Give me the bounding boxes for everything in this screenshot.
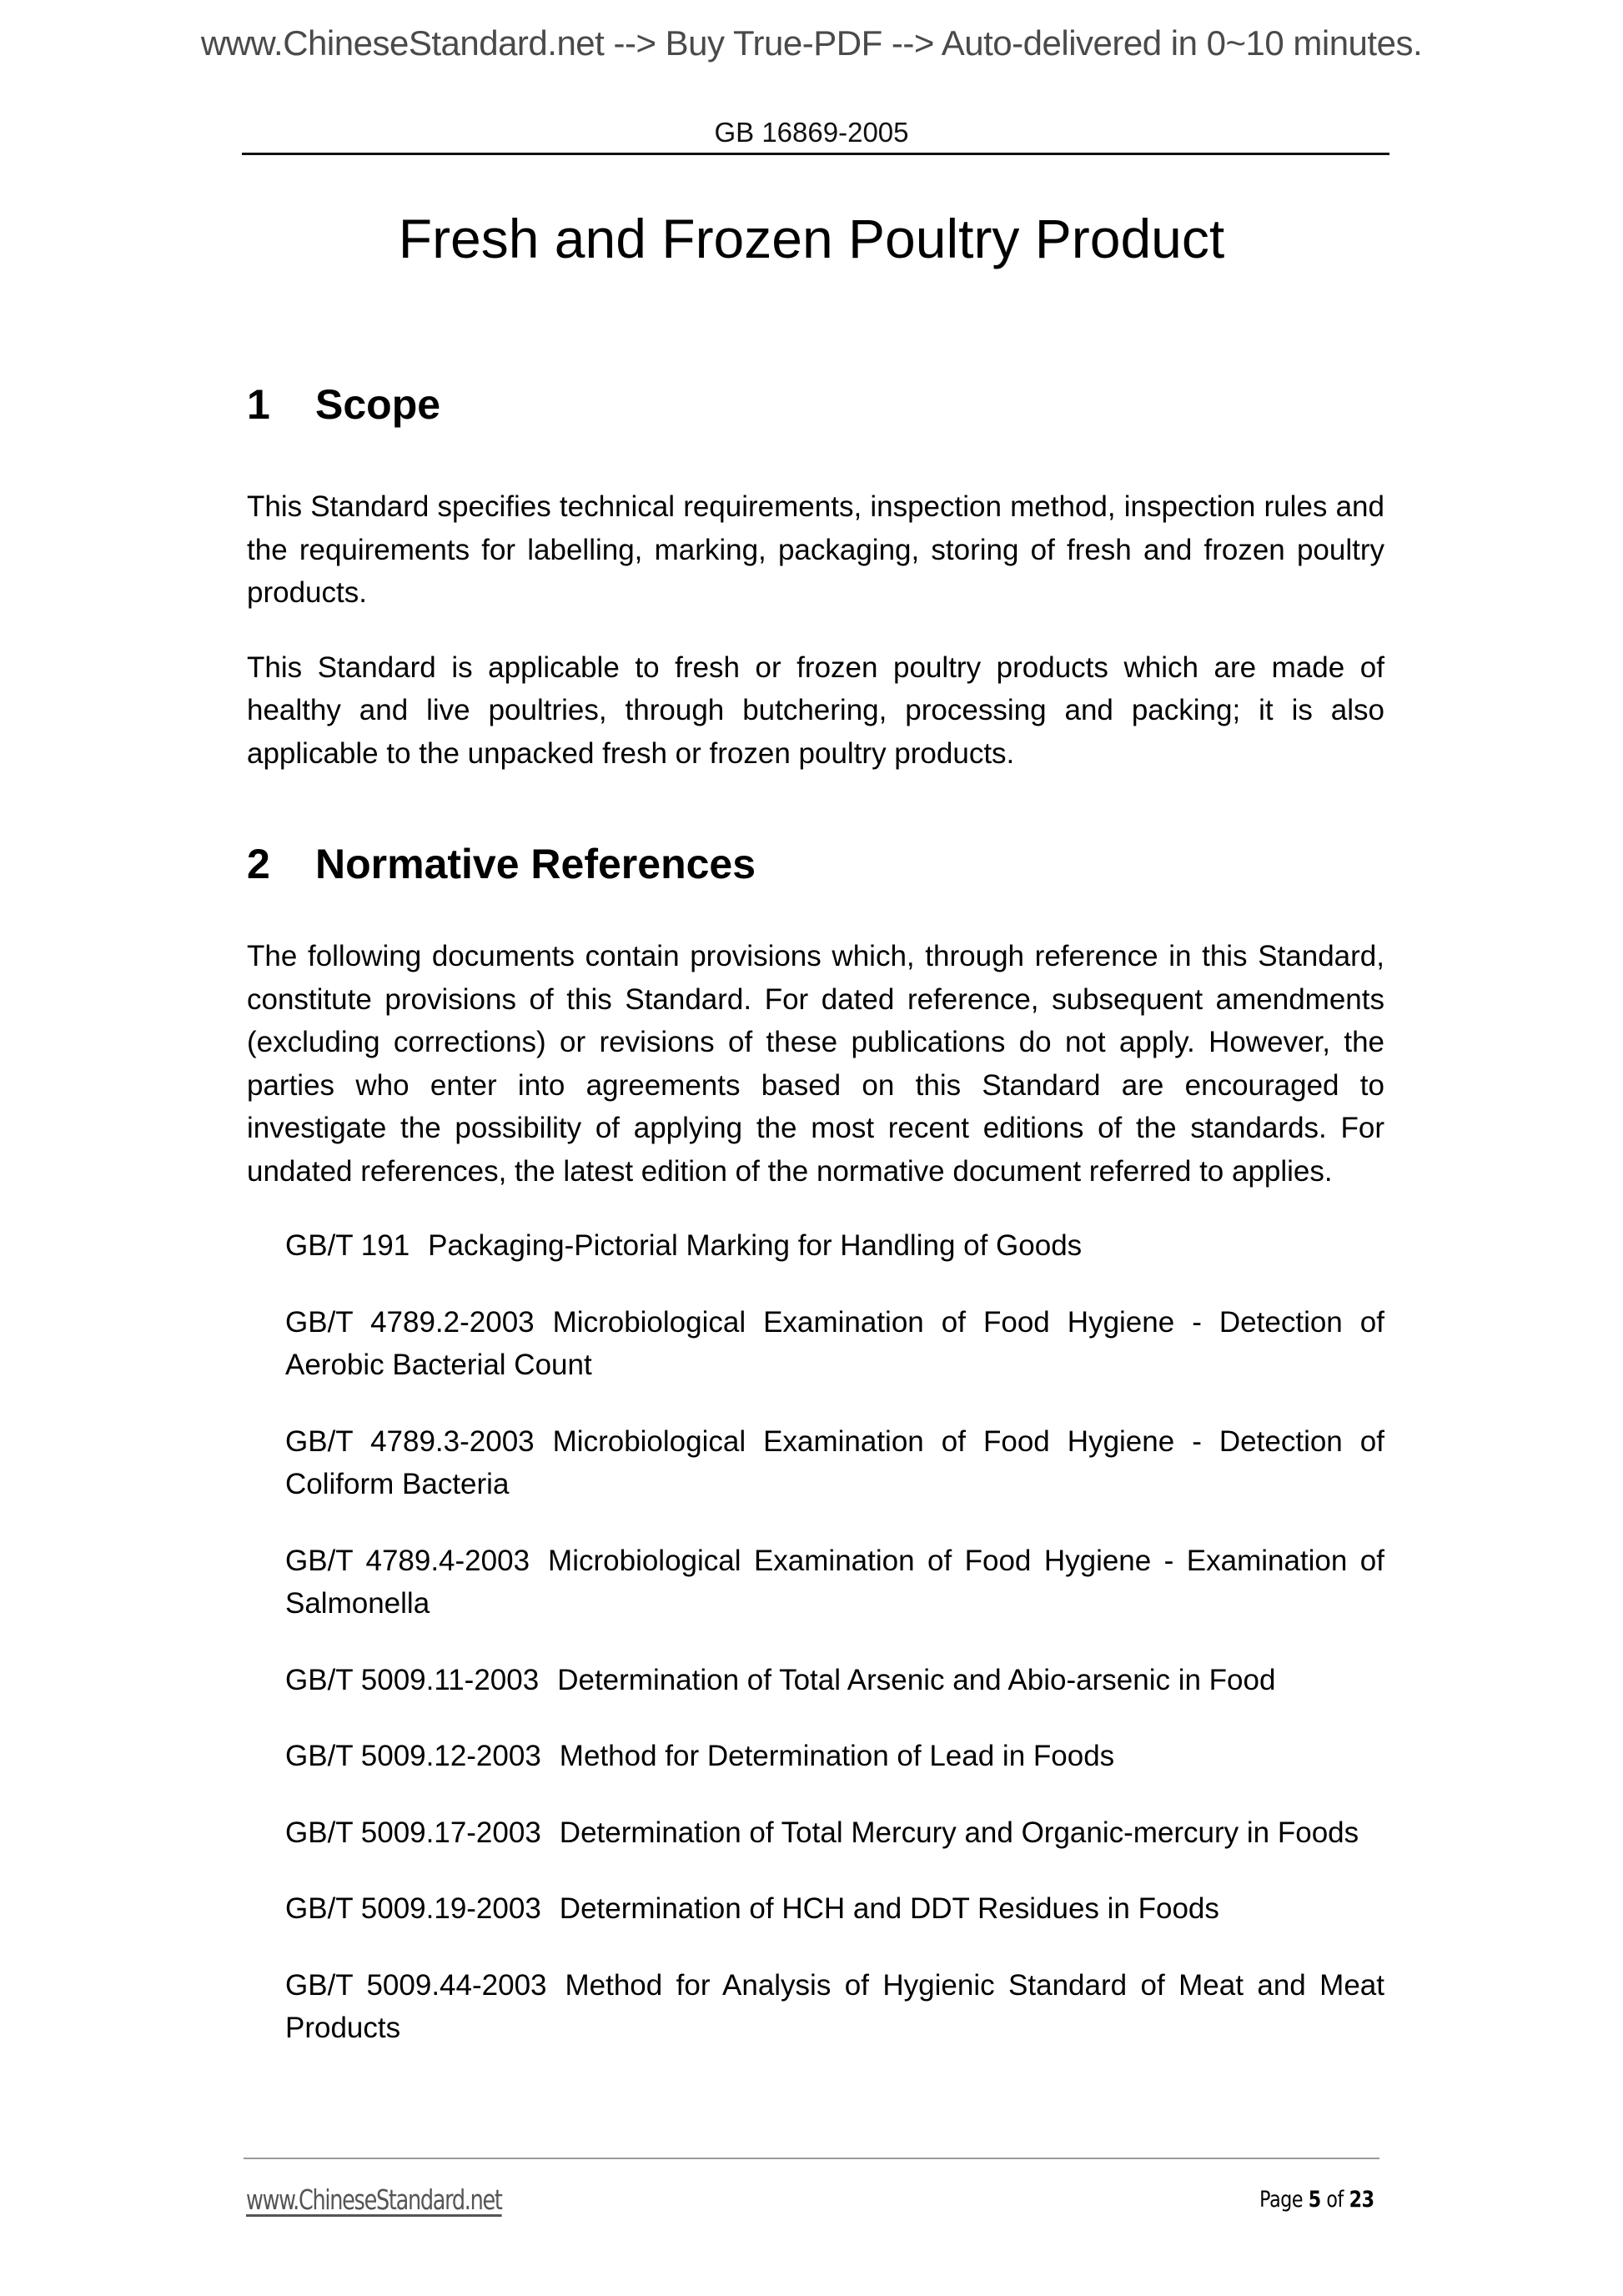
reference-title: Determination of Total Arsenic and Abio-arsenic in Food: [557, 1663, 1276, 1696]
section-title: Scope: [315, 381, 441, 428]
page-current: 5: [1309, 2187, 1322, 2213]
header-divider: [242, 153, 1389, 155]
reference-code: GB/T 5009.17-2003: [285, 1816, 541, 1849]
reference-code: GB/T 4789.4-2003: [285, 1544, 530, 1577]
reference-item: [285, 1964, 1384, 2050]
reference-code: GB/T 5009.19-2003: [285, 1892, 541, 1925]
section-heading-scope: [247, 367, 1384, 442]
page-number: [1260, 2187, 1374, 2213]
reference-code: GB/T 4789.2-2003: [285, 1305, 535, 1339]
page-total: 23: [1349, 2187, 1374, 2213]
scope-paragraph: This Standard specifies technical requirements, inspection method, inspection rules and the requirements for labelling, marking, packaging, storing of fresh and frozen poultry products.: [247, 490, 1384, 609]
reference-code: GB/T 5009.44-2003: [285, 1968, 547, 2002]
reference-title: Packaging-Pictorial Marking for Handling of Goods: [428, 1229, 1083, 1262]
reference-title: Method for Determination of Lead in Foods: [559, 1740, 1115, 1772]
reference-item: [285, 1887, 1384, 1931]
references-intro-paragraph: The following documents contain provisions which, through reference in this Standard, constitute provisions of this Standard. For dated reference, subsequent amendments (excluding corrections) or revisions of these publications do not apply. However, the parties who enter into agreements based on this Standard are encouraged to investigate the possibility of applying the most recent editions of the standards. For undated references, the latest edition of the normative document referred to applies.: [247, 940, 1384, 1188]
reference-title: Microbiological Examination of Food Hygiene - Detection of Aerobic Bacterial Count: [285, 1305, 1384, 1381]
reference-item: [285, 1811, 1384, 1855]
reference-title: Microbiological Examination of Food Hygiene - Detection of Coliform Bacteria: [285, 1424, 1384, 1500]
page-title: Fresh and Frozen Poultry Product: [398, 208, 1225, 269]
reference-item: [285, 1420, 1384, 1506]
reference-code: GB/T 4789.3-2003: [285, 1424, 535, 1458]
section-heading-normative-references: [247, 826, 1384, 902]
promo-banner: www.ChineseStandard.net --> Buy True-PDF --> Auto-delivered in 0~10 minutes.: [200, 23, 1423, 63]
reference-code: GB/T 191: [285, 1229, 410, 1262]
reference-item: [285, 1659, 1384, 1702]
reference-item: [285, 1735, 1384, 1778]
page-label: Page: [1259, 2187, 1304, 2213]
reference-item: [285, 1540, 1384, 1625]
section-title: Normative References: [315, 841, 756, 887]
document-code: GB 16869-2005: [714, 117, 909, 148]
reference-code: GB/T 5009.11-2003: [285, 1663, 540, 1696]
section-number: 2: [247, 841, 270, 887]
reference-title: Determination of HCH and DDT Residues in Foods: [559, 1892, 1219, 1925]
footer-website-link[interactable]: www.ChineseStandard.net: [246, 2183, 502, 2216]
reference-title: Determination of Total Mercury and Organic-mercury in Foods: [559, 1816, 1359, 1849]
scope-paragraph: This Standard is applicable to fresh or frozen poultry products which are made of healthy and live poultries, through butchering, processing and packing; it is also applicable to the unpacked fresh or frozen poultry products.: [247, 651, 1384, 770]
reference-list: [285, 1224, 1384, 2050]
section-number: 1: [247, 381, 270, 428]
reference-title: Method for Analysis of Hygienic Standard of Meat and Meat Products: [285, 1968, 1384, 2044]
footer-divider: [244, 2158, 1379, 2159]
reference-title: Microbiological Examination of Food Hygiene - Examination of Salmonella: [285, 1544, 1384, 1620]
document-body: [247, 367, 1384, 2083]
reference-code: GB/T 5009.12-2003: [285, 1740, 541, 1772]
reference-item: [285, 1301, 1384, 1387]
reference-item: [285, 1224, 1384, 1268]
page-of-label: of: [1326, 2187, 1344, 2213]
